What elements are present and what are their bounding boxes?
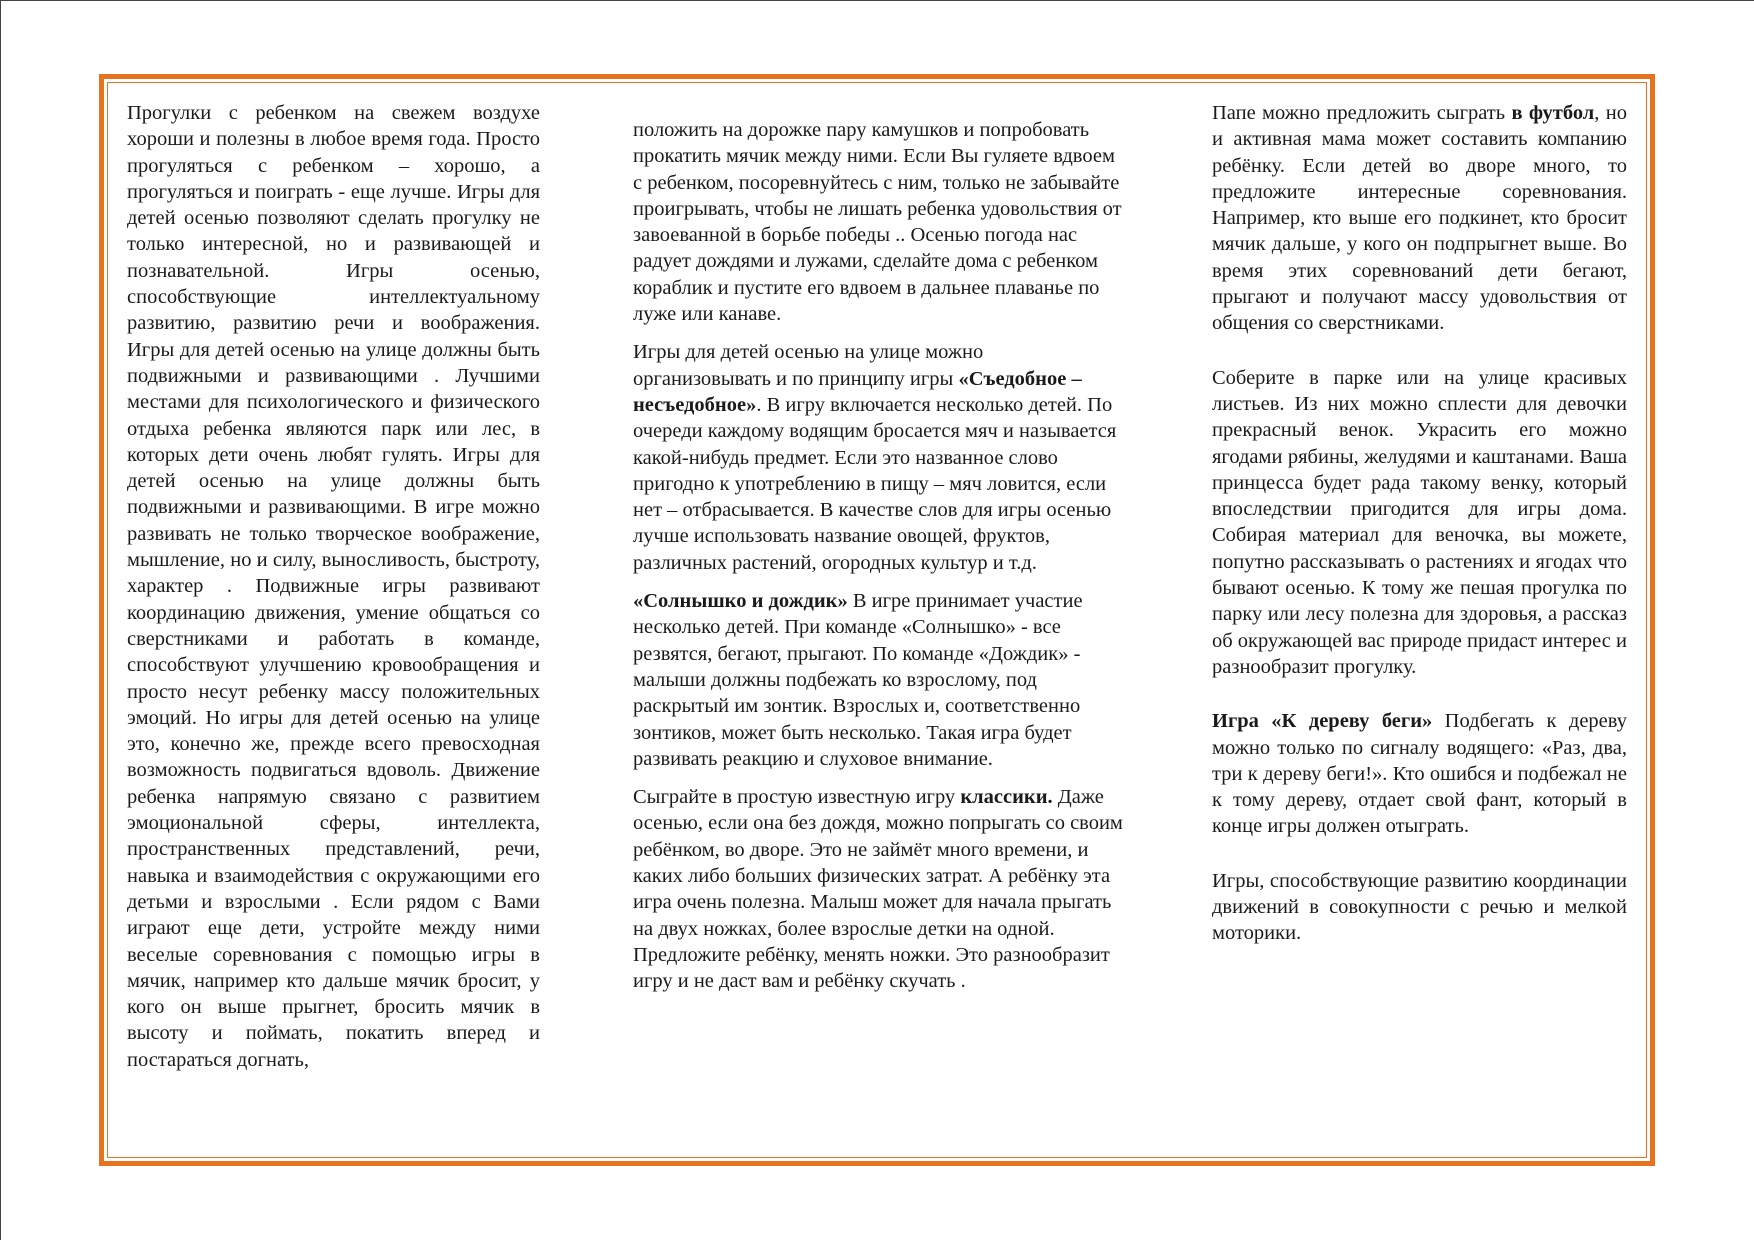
column-3-paragraph-2: Соберите в парке или на улице красивых листьев. Из них можно сплести для девочки прекрасный венок. Украсить его можно ягодами рябины, желудями и каштанами. Ваша принцесса будет рада такому венку, который впоследствии пригодится для игры дома. Собирая материал для веночка, вы можете, попутно рассказывать о растениях и ягодах что бывают осенью. К тому же пешая прогулка по парку или лесу полезна для здоровья, а рассказ об окружающей вас природе придаст интерес и разнообразит прогулку. bbox=[1212, 366, 1627, 678]
game-name-hopscotch: классики. bbox=[960, 786, 1053, 809]
column-1 bbox=[127, 100, 540, 1073]
p2-text-post: . В игру включается несколько детей. По очереди каждому водящим бросается мяч и называется какой-нибудь предмет. Если это названное слово пригодно к употреблению в пищу – мяч ловится, если нет – отбрасывается. В качестве слов для игры осенью лучше использовать название овощей, фруктов, различных растений, огородных культур и т.д. bbox=[633, 393, 1117, 574]
column-2-paragraph-4 bbox=[633, 784, 1123, 994]
c3p3-text-post: Подбегать к дереву можно только по сигналу водящего: «Раз, два, три к дереву беги!». Кто ошибся и подбежал не к тому дереву, отдает свой фант, который в конце игры должен отыграть. bbox=[1212, 710, 1627, 838]
c3p1-text-post: , но и активная мама может составить компанию ребёнку. Если детей во дворе много, то предложите интересные соревнования. Например, кто выше его подкинет, кто бросит мячик дальше, у кого он подпрыгнет выше. Во время этих соревнований дети бегают, прыгают и получают массу удовольствия от общения со сверстниками. bbox=[1212, 102, 1627, 335]
page-edge-left bbox=[0, 0, 1, 1240]
p3-text-post: В игре принимает участие несколько детей. При команде «Солнышко» - все резвятся, бегают, прыгают. По команде «Дождик» - малыши должны подбежать ко взрослому, под раскрытый им зонтик. Взрослых и, соответственно зонтиков, может быть несколько. Такая игра будет развивать реакцию и слуховое внимание. bbox=[633, 590, 1083, 770]
column-3-paragraph-1 bbox=[1212, 100, 1627, 337]
page-edge-top bbox=[0, 0, 1754, 1]
column-3-paragraph-4: Игры, способствующие развитию координации движений в совокупности с речью и мелкой моторики. bbox=[1212, 869, 1627, 945]
game-name-sun-rain: «Солнышко и дождик» bbox=[633, 590, 848, 613]
column-2-paragraph-1: положить на дорожке пару камушков и попробовать прокатить мячик между ними. Если Вы гуляете вдвоем с ребенком, посоревнуйтесь с ним, только не забывайте проигрывать, чтобы не лишать ребенка удовольствия от завоеванной в борьбе победы .. Осенью погода нас радует дождями и лужами, сделайте дома с ребенком кораблик и пустите его вдвоем в дальнее плаванье по луже или канаве. bbox=[633, 119, 1122, 326]
game-name-run-to-tree: Игра «К дереву беги» bbox=[1212, 710, 1433, 733]
c3p1-text-pre: Папе можно предложить сыграть bbox=[1212, 102, 1512, 124]
column-2-paragraph-2 bbox=[633, 339, 1123, 576]
p2-text-pre: Игры для детей осенью на улице можно организовывать и по принципу игры bbox=[633, 341, 984, 390]
column-3-paragraph-3 bbox=[1212, 708, 1627, 839]
game-name-edible: «Съедобное – несъедобное» bbox=[633, 367, 1082, 416]
column-2 bbox=[633, 117, 1123, 995]
p4-text-pre: Сыграйте в простую известную игру bbox=[633, 786, 961, 809]
game-name-football: в футбол bbox=[1511, 102, 1595, 124]
p4-text-post: Даже осенью, если она без дождя, можно попрыгать со своим ребёнком, во дворе. Это не займёт много времени, и каких либо больших физических затрат. А ребёнку эта игра очень полезна. Малыш может для начала прыгать на двух ножках, более взрослые детки на одной. Предложите ребёнку, менять ножки. Это разнообразит игру и не даст вам и ребёнку скучать . bbox=[633, 786, 1123, 993]
column-1-paragraph: Прогулки с ребенком на свежем воздухе хороши и полезны в любое время года. Просто прогуляться с ребенком – хорошо, а прогуляться и поиграть - еще лучше. Игры для детей осенью позволяют сделать прогулку не только интересной, но и развивающей и познавательной. Игры осенью, способствующие интеллектуальному развитию, развитию речи и воображения. Игры для детей осенью на улице должны быть подвижными и развивающими . Лучшими местами для психологического и физического отдыха ребенка являются парк или лес, в которых дети очень любят гулять. Игры для детей осенью на улице должны быть подвижными и развивающими. В игре можно развивать не только творческое воображение, мышление, но и силу, выносливость, быстроту, характер . Подвижные игры развивают координацию движения, умение общаться со сверстниками и работать в команде, способствуют улучшению кровообращения и просто несут ребенку массу положительных эмоций. Но игры для детей осенью на улице это, конечно же, прежде всего превосходная возможность подвигаться вдоволь. Движение ребенка напрямую связано с развитием эмоциональной сферы, интеллекта, пространственных представлений, речи, навыка и взаимодействия с окружающими его детьми и взрослыми . Если рядом с Вами играют еще дети, устройте между ними веселые соревнования с помощью игры в мячик, например кто дальше мячик бросит, у кого он выше прыгнет, бросить мячик в высоту и поймать, покатить вперед и постараться догнать, bbox=[127, 102, 540, 1071]
column-3 bbox=[1212, 100, 1627, 947]
column-2-paragraph-3 bbox=[633, 588, 1123, 772]
